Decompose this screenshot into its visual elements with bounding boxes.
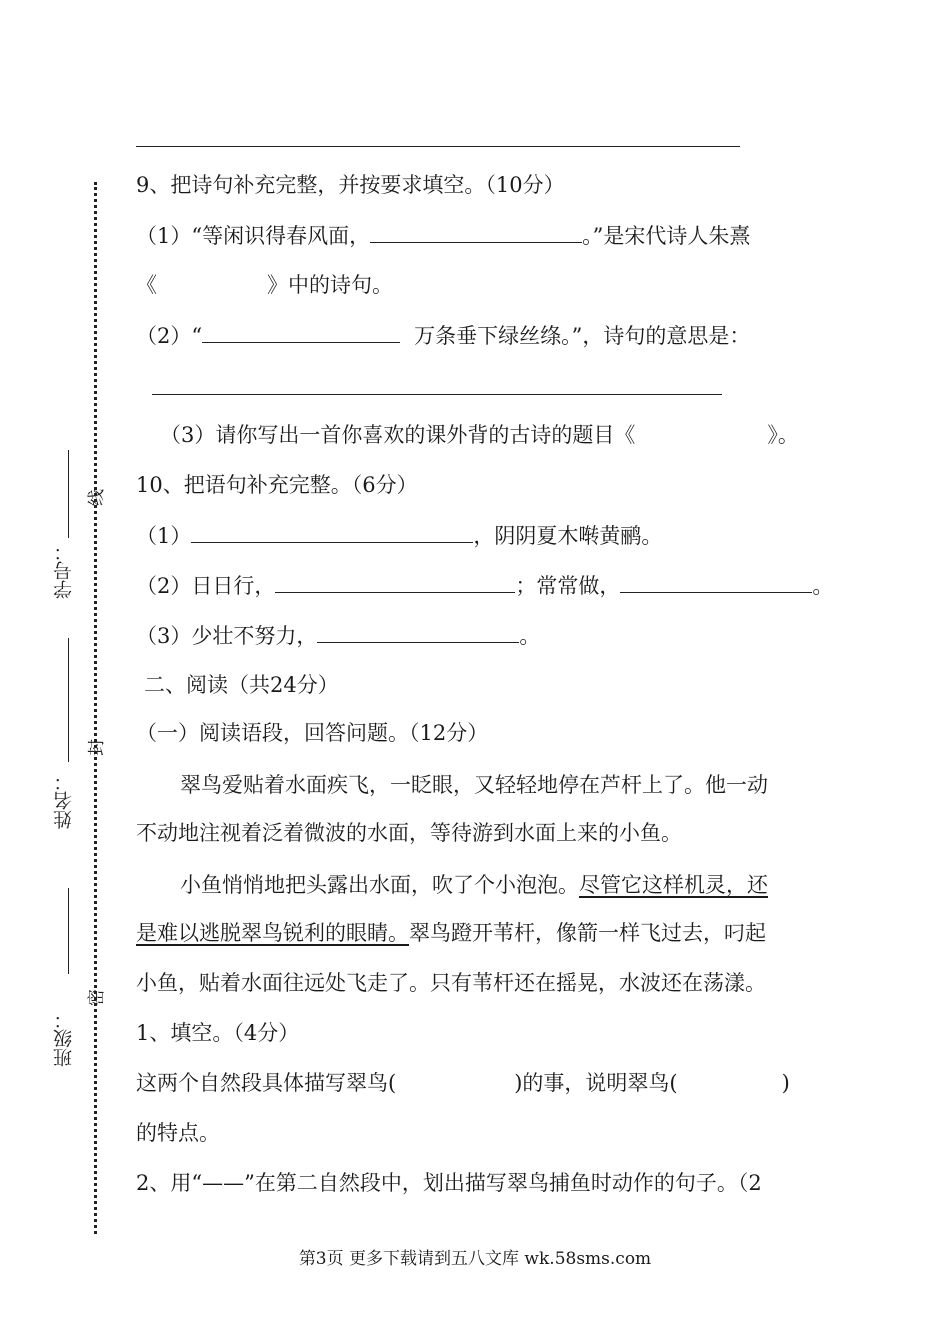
passage-p2-l2b: 翠鸟蹬开苇杆，像箭一样飞过去，叼起 <box>409 921 766 945</box>
passage-para1-line1: 翠鸟爱贴着水面疾飞，一眨眼，又轻轻地停在芦杆上了。他一动 <box>180 773 768 797</box>
rq1-title: 1、填空。（4分） <box>136 1021 300 1045</box>
q9-p3-prefix: （3）请你写出一首你喜欢的课外背的古诗的题目《 <box>160 423 636 447</box>
q9-p2-answer-line[interactable] <box>152 394 722 395</box>
q9-p1-prefix: （1）“等闲识得春风面， <box>136 224 371 248</box>
seal-feng: 封 <box>87 739 107 756</box>
q10-part3 <box>136 620 540 651</box>
student-id-label: 学号： <box>53 542 75 599</box>
passage-para2-line3: 小鱼，贴着水面往远处飞走了。只有苇杆还在摇晃，水波还在荡漾。 <box>136 971 766 995</box>
binding-dotted-line <box>94 182 97 1234</box>
q9-part3 <box>160 420 799 450</box>
rq1-end: ) <box>781 1071 790 1095</box>
q9-p3-suffix: 》。 <box>767 423 799 447</box>
q9-p1-blank[interactable] <box>370 220 582 243</box>
q9-p1-end: 》中的诗句。 <box>267 273 393 297</box>
q10-p3-end: 。 <box>519 624 541 648</box>
passage-para2-line1 <box>180 870 768 900</box>
class-field[interactable] <box>68 888 69 974</box>
passage-p2-l1a: 小鱼悄悄地把头露出水面，吹了个小泡泡。 <box>180 873 579 897</box>
q10-p3-prefix: （3）少壮不努力， <box>136 624 318 648</box>
seal-mi: 密 <box>87 989 107 1006</box>
passage-para2-line2 <box>136 918 766 948</box>
q10-p1-suffix: ，阴阴夏木啭黄鹂。 <box>473 524 663 548</box>
q9-part2-line1 <box>136 320 750 351</box>
rq1-prefix: 这两个自然段具体描写翠鸟( <box>136 1071 397 1095</box>
q10-part1 <box>136 520 662 551</box>
q10-p2-end: 。 <box>812 574 834 598</box>
rq1-line2: 的特点。 <box>136 1121 220 1145</box>
q10-p2-mid: ；常常做， <box>515 574 621 598</box>
rq1-mid: )的事，说明翠鸟( <box>514 1071 678 1095</box>
q10-p2-prefix: （2）日日行， <box>136 574 276 598</box>
q10-part2 <box>136 570 833 601</box>
student-id-field[interactable] <box>68 450 69 538</box>
q9-part1-line2 <box>136 270 393 300</box>
q9-part1-line1 <box>136 220 750 251</box>
name-field[interactable] <box>68 638 69 762</box>
passage-p2-underlined-2: 是难以逃脱翠鸟锐利的眼睛。 <box>136 921 409 945</box>
page-footer: 第3页 更多下载请到五八文库 wk.58sms.com <box>298 1249 652 1269</box>
passage-para1-line2: 不动地注视着泛着微波的水面，等待游到水面上来的小鱼。 <box>136 821 682 845</box>
q10-p2-blank2[interactable] <box>620 570 812 593</box>
q10-p2-blank1[interactable] <box>275 570 515 593</box>
answer-line-top[interactable] <box>136 146 740 147</box>
q9-p2-prefix: （2）“ <box>136 324 203 348</box>
name-label: 姓名： <box>53 772 75 829</box>
q9-title: 9、把诗句补充完整，并按要求填空。（10分） <box>136 173 565 197</box>
seal-xian: 线 <box>87 489 107 506</box>
q9-p2-blank[interactable] <box>202 320 400 343</box>
rq2-line1: 2、用“——”在第二自然段中，划出描写翠鸟捕鱼时动作的句子。（2 <box>136 1171 762 1195</box>
q10-p3-blank[interactable] <box>317 620 519 643</box>
section2-sub1: （一）阅读语段，回答问题。（12分） <box>136 721 489 745</box>
q9-p2-suffix: 万条垂下绿丝绦。”，诗句的意思是： <box>414 324 751 348</box>
q9-p1-bracket-open: 《 <box>136 273 157 297</box>
q9-p1-suffix: 。”是宋代诗人朱熹 <box>582 224 751 248</box>
class-label: 班级： <box>53 1010 75 1067</box>
passage-p2-underlined-1: 尽管它这样机灵，还 <box>579 873 768 897</box>
q10-title: 10、把语句补充完整。（6分） <box>136 473 418 497</box>
section2-title: 二、阅读（共24分） <box>144 673 339 697</box>
q10-p1-blank[interactable] <box>191 520 473 543</box>
q10-p1-prefix: （1） <box>136 524 192 548</box>
rq1-line1 <box>136 1068 790 1098</box>
